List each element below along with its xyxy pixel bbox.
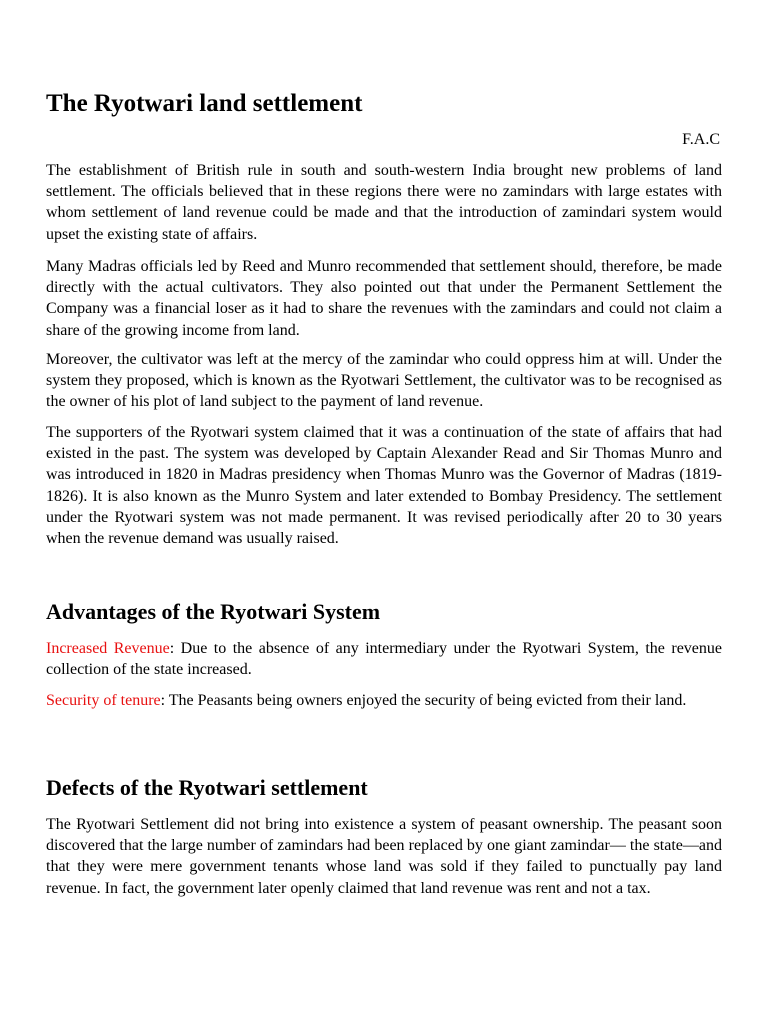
advantage-item-security-of-tenure	[46, 690, 722, 711]
defects-paragraph: The Ryotwari Settlement did not bring into existence a system of peasant ownership. The peasant soon discovered that the large number of zamindars had been replaced by one giant zamindar— the state—and that they were mere government tenants whose land was sold if they failed to punctually pay land revenue. In fact, the government later openly claimed that land revenue was rent and not a tax.	[46, 816, 722, 897]
advantages-heading: Advantages of the Ryotwari System	[46, 599, 381, 624]
intro-paragraph-2: Many Madras officials led by Reed and Munro recommended that settlement should, therefore, be made directly with the actual cultivators. They also pointed out that under the Permanent Settlement the Company was a financial loser as it had to share the revenues with the zamindars and could not claim a share of the growing income from land.	[46, 258, 722, 339]
defects-heading: Defects of the Ryotwari settlement	[46, 775, 368, 800]
advantage-text: : Due to the absence of any intermediary under the Ryotwari System, the revenue collection of the state increased.	[46, 640, 723, 679]
advantage-item-increased-revenue	[46, 638, 722, 680]
advantage-term: Increased Revenue	[46, 640, 170, 657]
document-title: The Ryotwari land settlement	[46, 90, 363, 117]
intro-paragraph-3: Moreover, the cultivator was left at the mercy of the zamindar who could oppress him at will. Under the system they proposed, which is known as the Ryotwari Settlement, the cultivator was to be recognised as the owner of his plot of land subject to the payment of land revenue.	[46, 351, 722, 411]
author-initials: F.A.C	[682, 131, 720, 148]
intro-paragraph-1: The establishment of British rule in south and south-western India brought new problems of land settlement. The officials believed that in these regions there were no zamindars with large estates with whom settlement of land revenue could be made and that the introduction of zamindari system would upset the existing state of affairs.	[46, 162, 722, 243]
intro-paragraph-4: The supporters of the Ryotwari system claimed that it was a continuation of the state of affairs that had existed in the past. The system was developed by Captain Alexander Read and Sir Thomas Munro and was introduced in 1820 in Madras presidency when Thomas Munro was the Governor of Madras (1819-1826). It is also known as the Munro System and later extended to Bombay Presidency. The settlement under the Ryotwari system was not made permanent. It was revised periodically after 20 to 30 years when the revenue demand was usually raised.	[46, 424, 722, 548]
advantage-term: Security of tenure	[46, 692, 161, 709]
advantage-text: : The Peasants being owners enjoyed the security of being evicted from their land.	[160, 692, 687, 709]
